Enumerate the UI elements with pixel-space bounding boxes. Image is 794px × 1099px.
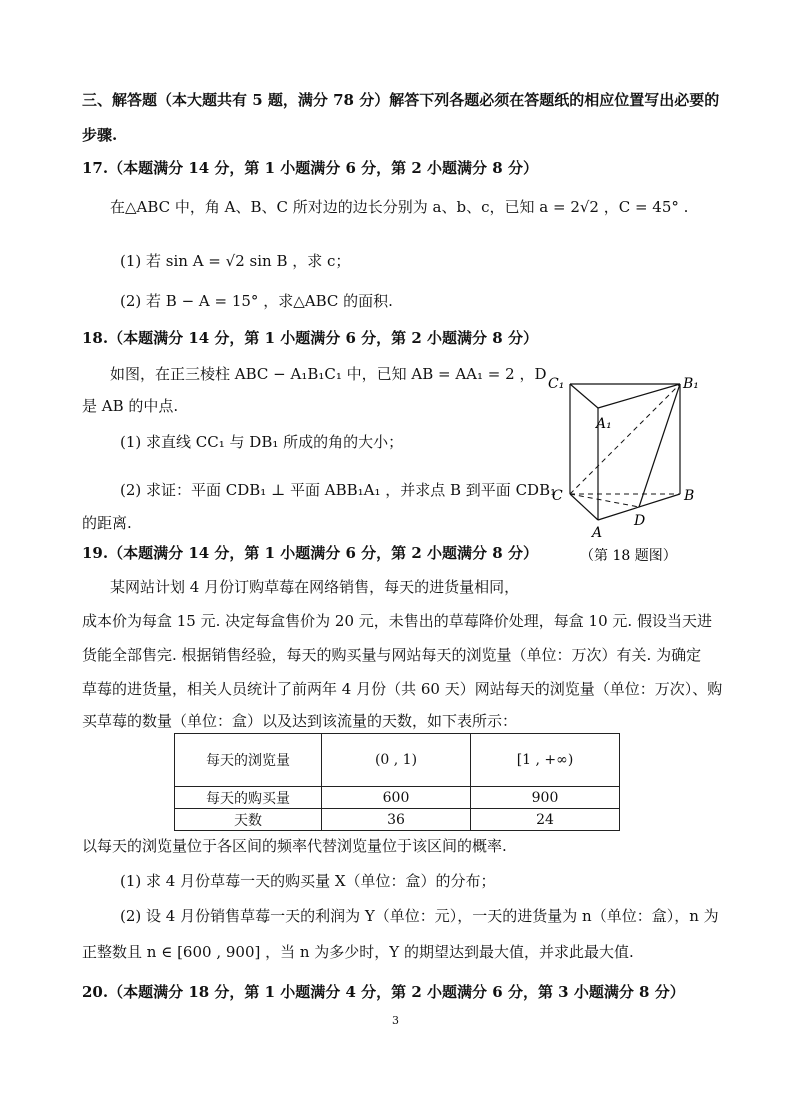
q19-part2a: (2) 设 4 月份销售草莓一天的利润为 Y（单位：元），一天的进货量为 n（单位：盒），n 为 bbox=[120, 907, 719, 925]
q19-line-5: 买草莓的数量（单位：盒）以及达到该流量的天数，如下表所示： bbox=[82, 712, 518, 730]
table-cell: 36 bbox=[322, 809, 471, 831]
label-a1: A₁ bbox=[596, 416, 612, 432]
q19-part1: (1) 求 4 月份草莓一天的购买量 X（单位：盒）的分布； bbox=[120, 872, 496, 890]
table-cell: 每天的购买量 bbox=[175, 787, 322, 809]
q19-line-1: 某网站计划 4 月份订购草莓在网络销售，每天的进货量相同， bbox=[110, 578, 520, 596]
table-row bbox=[175, 809, 620, 831]
table-cell: 24 bbox=[471, 809, 620, 831]
q19-data-table bbox=[174, 733, 620, 831]
q18-stem-1: 如图，在正三棱柱 ABC − A₁B₁C₁ 中，已知 AB = AA₁ = 2 ，D bbox=[110, 365, 547, 383]
table-cell: 天数 bbox=[175, 809, 322, 831]
q17-part1: (1) 若 sin A = √2 sin B ，求 c； bbox=[120, 252, 351, 270]
table-cell: 900 bbox=[471, 787, 620, 809]
segment-cd bbox=[570, 494, 639, 507]
table-header-cell: 每天的浏览量 bbox=[175, 734, 322, 787]
q18-stem-2: 是 AB 的中点. bbox=[82, 397, 179, 415]
label-d: D bbox=[634, 513, 646, 529]
table-row bbox=[175, 787, 620, 809]
label-b1: B₁ bbox=[683, 376, 699, 392]
label-c: C bbox=[552, 488, 563, 504]
label-c1: C₁ bbox=[548, 376, 565, 392]
section-heading: 三、解答题（本大题共有 5 题，满分 78 分）解答下列各题必须在答题纸的相应位置写出必要的 bbox=[82, 91, 720, 109]
table-header-cell: [1 , +∞) bbox=[471, 734, 620, 787]
q18-header: 18.（本题满分 14 分，第 1 小题满分 6 分，第 2 小题满分 8 分） bbox=[82, 329, 538, 347]
q18-part1: (1) 求直线 CC₁ 与 DB₁ 所成的角的大小； bbox=[120, 433, 404, 451]
q18-part2b: 的距离. bbox=[82, 514, 132, 532]
q17-header: 17.（本题满分 14 分，第 1 小题满分 6 分，第 2 小题满分 8 分） bbox=[82, 159, 538, 177]
q19-line-2: 成本价为每盒 15 元. 决定每盒售价为 20 元，未售出的草莓降价处理，每盒 10 元. 假设当天进 bbox=[82, 612, 712, 630]
q19-header: 19.（本题满分 14 分，第 1 小题满分 6 分，第 2 小题满分 8 分） bbox=[82, 544, 538, 562]
label-b: B bbox=[684, 488, 695, 504]
q17-stem: 在△ABC 中，角 A、B、C 所对边的边长分别为 a、b、c，已知 a = 2√2 ，C = 45° . bbox=[110, 198, 689, 216]
q20-header: 20.（本题满分 18 分，第 1 小题满分 4 分，第 2 小题满分 6 分，第 3 小题满分 8 分） bbox=[82, 983, 685, 1001]
table-cell: 600 bbox=[322, 787, 471, 809]
edge-c1a1 bbox=[570, 384, 598, 408]
q19-after-table: 以每天的浏览量位于各区间的频率代替浏览量位于该区间的概率. bbox=[82, 837, 507, 855]
q18-part2a: (2) 求证：平面 CDB₁ ⊥ 平面 ABB₁A₁ ，并求点 B 到平面 CDB₁ bbox=[120, 481, 557, 499]
q19-line-4: 草莓的进货量，相关人员统计了前两年 4 月份（共 60 天）网站每天的浏览量（单位：万次）、购 bbox=[82, 680, 723, 698]
q19-part2b: 正整数且 n ∈ [600 , 900] ，当 n 为多少时，Y 的期望达到最大值，并求此最大值. bbox=[82, 943, 634, 961]
q19-line-3: 货能全部售完. 根据销售经验，每天的购买量与网站每天的浏览量（单位：万次）有关. 为确定 bbox=[82, 646, 702, 664]
edge-ca bbox=[570, 494, 598, 520]
segment-db1 bbox=[639, 384, 680, 507]
page-number: 3 bbox=[392, 1014, 399, 1027]
table-header-row bbox=[175, 734, 620, 787]
figure-caption: （第 18 题图） bbox=[580, 548, 677, 564]
q17-part2: (2) 若 B − A = 15° ，求△ABC 的面积. bbox=[120, 292, 393, 310]
label-a: A bbox=[592, 525, 603, 541]
section-heading-cont: 步骤. bbox=[82, 126, 118, 144]
table-header-cell: (0 , 1) bbox=[322, 734, 471, 787]
q18-prism-figure bbox=[540, 370, 710, 570]
